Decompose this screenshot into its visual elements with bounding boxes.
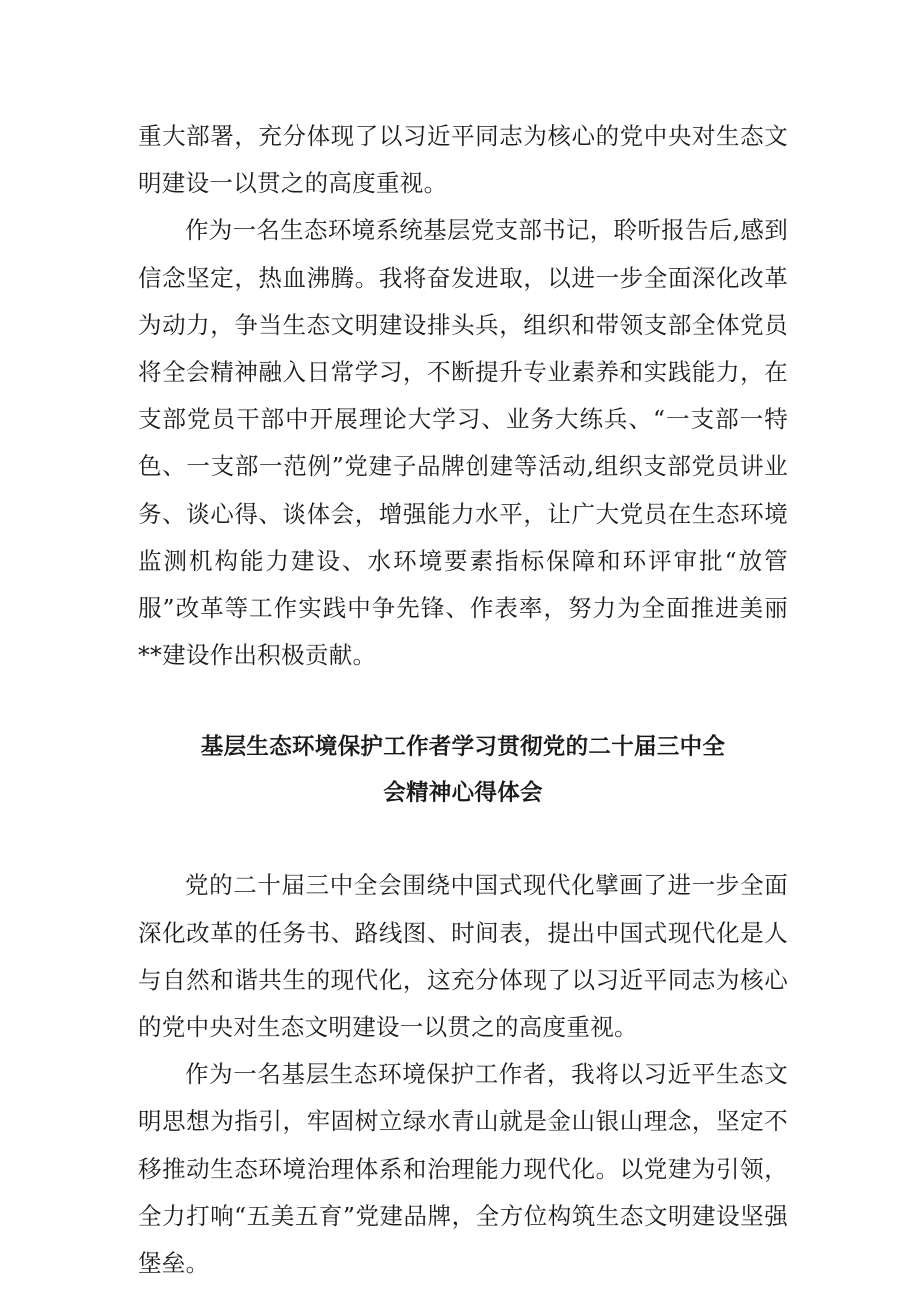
spacer: [138, 679, 788, 724]
article-title: [138, 724, 788, 816]
worker-paragraph: 作为一名基层生态环境保护工作者，我将以习近平生态文明思想为指引，牢固树立绿水青山就是金山银山理念，坚定不移推动生态环境治理体系和治理能力现代化。以党建为引领，全力打响“五美五育”党建品牌，全方位构筑生态文明建设坚强堡垒。: [138, 1060, 788, 1278]
continued-paragraph: 重大部署，充分体现了以习近平同志为核心的党中央对生态文明建设一以贯之的高度重视。: [138, 122, 788, 198]
spacer: [138, 816, 788, 862]
article-title-line-1: 基层生态环境保护工作者学习贯彻党的二十届三中全: [200, 734, 726, 761]
plenum-paragraph: 党的二十届三中全会围绕中国式现代化擘画了进一步全面深化改革的任务书、路线图、时间表，提出中国式现代化是人与自然和谐共生的现代化，这充分体现了以习近平同志为核心的党中央对生态文明建设一以贯之的高度重视。: [138, 871, 788, 1042]
article-title-line-2: 会精神心得体会: [383, 780, 543, 807]
party-secretary-paragraph: 作为一名生态环境系统基层党支部书记，聆听报告后,感到信念坚定，热血沸腾。我将奋发进取，以进一步全面深化改革为动力，争当生态文明建设排头兵，组织和带领支部全体党员将全会精神融入日常学习，不断提升专业素养和实践能力，在支部党员干部中开展理论大学习、业务大练兵、“一支部一特色、一支部一范例”党建子品牌创建等活动,组织支部党员讲业务、谈心得、谈体会，增强能力水平，让广大党员在生态环境监测机构能力建设、水环境要素指标保障和环评审批“放管服”改革等工作实践中争先锋、作表率，努力为全面推进美丽**建设作出积极贡献。: [138, 216, 788, 670]
document-page: [138, 113, 788, 1287]
